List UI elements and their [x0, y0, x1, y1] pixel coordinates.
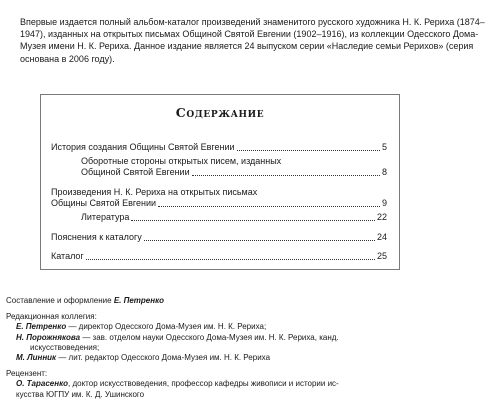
compiled-label: Составление и оформление [6, 296, 112, 305]
credits-block [6, 296, 496, 400]
toc-entry[interactable] [51, 142, 387, 154]
toc-entry-title: Произведения Н. К. Рериха на открытых письмах [51, 187, 258, 197]
toc-title: Содержание [175, 105, 265, 120]
reviewer [6, 379, 496, 389]
intro-paragraph: Впервые издается полный альбом-каталог произведений знаменитого русского художника Н. К. Рериха (1874–1947), изданных на открытых письмах Общиной Святой Евгении (1902–1916), из коллекции Одесского Дома-Музея имени Н. К. Рериха. Данное издание является 24 выпуском серии «Наследие семьи Рерихов» (серия основана в 2006 году). [20, 17, 485, 64]
toc-entry[interactable] [81, 212, 387, 224]
toc-entry[interactable] [51, 198, 387, 210]
toc-page-number: 22 [376, 212, 387, 222]
toc-page-number: 8 [381, 167, 387, 177]
member-role: — зав. отделом науки Одесского Дома-Музея им. Н. К. Рериха, канд. [80, 332, 339, 342]
toc-entry-title: Оборотные стороны открытых писем, изданных [81, 156, 282, 166]
member-name: Е. Петренко [16, 322, 67, 332]
toc-page-number: 24 [376, 232, 387, 242]
toc-entry[interactable] [51, 232, 387, 244]
toc-page-number: 5 [381, 142, 387, 152]
toc-leader-dots [237, 150, 380, 151]
member-name: Н. Порожнякова [16, 332, 81, 342]
board-member-cont: искусствоведения; [30, 342, 100, 352]
toc-leader-dots [158, 206, 380, 207]
toc-entry-title-cont: Общиной Святой Евгении [81, 167, 190, 177]
member-role: — директор Одесского Дома-Музея им. Н. К. Рериха; [66, 322, 267, 332]
toc-leader-dots [144, 240, 375, 241]
toc-leader-dots [131, 220, 375, 221]
reviewer-label: Рецензент: [6, 369, 48, 379]
compiled-line [6, 296, 496, 306]
toc-entry-title: История создания Общины Святой Евгении [51, 142, 235, 152]
toc-page-number: 9 [381, 198, 387, 208]
toc-entry-title: Каталог [51, 251, 84, 261]
reviewer-role: , доктор искусствоведения, профессор кафедры живописи и истории ис- [68, 379, 339, 389]
toc-entry-title-cont: Общины Святой Евгении [51, 198, 157, 208]
toc-entry-title: Литература [81, 212, 130, 222]
board-member [6, 322, 496, 332]
member-role: — лит. редактор Одесского Дома-Музея им. Н. К. Рериха [56, 353, 271, 363]
member-name: М. Линник [16, 353, 57, 363]
compiled-name: Е. Петренко [113, 296, 165, 305]
table-of-contents [40, 94, 400, 270]
board-label: Редакционная коллегия: [6, 312, 97, 322]
toc-entry[interactable] [51, 251, 387, 263]
reviewer-name: О. Тарасенко [16, 379, 69, 389]
board-member [6, 333, 496, 343]
toc-leader-dots [192, 175, 380, 176]
toc-entry-title: Пояснения к каталогу [51, 232, 142, 242]
toc-leader-dots [86, 259, 375, 260]
board-member [6, 353, 496, 363]
toc-page-number: 25 [376, 251, 387, 261]
toc-entry[interactable] [81, 167, 387, 179]
reviewer-cont: кусства ЮГПУ им. К. Д. Ушинского [16, 389, 145, 399]
